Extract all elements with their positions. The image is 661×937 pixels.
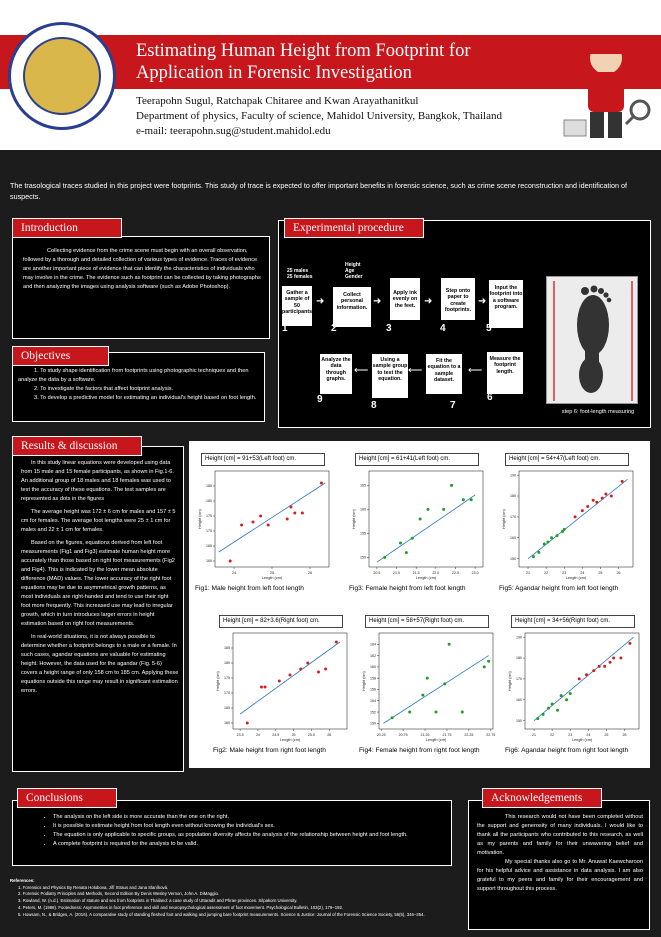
data-point (405, 551, 408, 554)
x-tick-label: 20.75 (398, 733, 408, 737)
data-point (246, 722, 249, 725)
university-logo (8, 22, 116, 130)
data-point (462, 498, 465, 501)
figure-equation: Height [cm] = 61+41(Left foot) cm. (355, 453, 479, 466)
y-tick-label: 150 (370, 721, 376, 726)
x-tick-label: 26 (327, 733, 332, 737)
data-point (565, 698, 568, 701)
data-point (317, 671, 320, 674)
plot-frame (379, 633, 493, 729)
figure-caption: Fig6: Agandar height from right foot length (505, 747, 629, 754)
x-tick-label: 22.25 (464, 733, 474, 737)
conclusion-item: • A complete footprint is required for the analysis to be valid. (53, 840, 443, 849)
x-tick-label: 25 (598, 571, 603, 575)
x-tick-label: 20.25 (376, 733, 386, 737)
figure-equation: Height [cm] = 58+57(Right foot) cm. (365, 615, 489, 628)
figure-equation: Height [cm] = 54+47(Left foot) cm. (505, 453, 629, 466)
data-point (391, 716, 394, 719)
y-axis-label: Height (cm) (216, 671, 220, 691)
title-line-1: Estimating Human Height from Footprint for (136, 41, 471, 61)
data-point (286, 518, 289, 521)
conclusions-panel (12, 800, 452, 866)
data-point (448, 643, 451, 646)
y-axis-label: Height (cm) (352, 509, 356, 529)
data-point (542, 713, 545, 716)
y-tick-label: 180 (516, 656, 522, 661)
arrow-left-icon: ⟵ (468, 365, 483, 376)
figure-equation: Height [cm] = 91+53(Left foot) cm. (201, 453, 325, 466)
acknowledgements-heading: Acknowledgements (482, 788, 602, 808)
y-tick-label: 150 (510, 556, 516, 561)
y-tick-label: 160 (370, 665, 376, 670)
x-tick-label: 22.0 (432, 571, 440, 575)
reference-item: 2. Forensic Podiatry Principles and Methods, Second Edition By Denis Wesley Vernon, John A. DiMaggio. (18, 891, 220, 897)
y-tick-label: 170 (516, 677, 522, 682)
x-tick-label: 23.5 (236, 733, 244, 737)
data-point (229, 560, 232, 563)
y-tick-label: 160 (224, 721, 230, 726)
x-tick-label: 23 (562, 571, 567, 575)
y-axis-label: Height (cm) (508, 671, 512, 691)
objective-item: 2. To investigate the factors that affect footprint analysis. (34, 386, 174, 392)
step-8: Using a sample group to test the equation. (372, 354, 408, 398)
scatter-chart (359, 611, 499, 745)
x-tick-label: 25 (291, 733, 296, 737)
data-point (556, 709, 559, 712)
data-point (604, 492, 607, 495)
y-tick-label: 156 (370, 687, 376, 692)
data-point (537, 551, 540, 554)
step-number: 2 (331, 323, 337, 334)
arrow-left-icon: ⟵ (354, 365, 369, 376)
x-tick-label: 22 (544, 571, 549, 575)
data-point (320, 482, 323, 485)
objectives-heading: Objectives (12, 346, 109, 366)
step-7: Fit the equation to a sample dataset. (426, 354, 462, 394)
y-tick-label: 152 (370, 710, 376, 715)
arrow-right-icon: ➜ (373, 296, 382, 307)
fit-line (528, 479, 628, 558)
arrow-left-icon: ⟵ (408, 365, 423, 376)
data-point (411, 537, 414, 540)
data-point (483, 665, 486, 668)
data-point (487, 660, 490, 663)
plot-frame (369, 471, 483, 567)
x-tick-label: 26 (622, 733, 627, 737)
plot-frame (215, 471, 329, 567)
data-point (260, 686, 263, 689)
data-point (421, 694, 424, 697)
x-tick-label: 23 (568, 733, 573, 737)
acknowledgements-panel (468, 800, 650, 930)
data-point (240, 524, 243, 527)
y-tick-label: 170 (510, 515, 516, 520)
step-number: 3 (386, 323, 392, 334)
figure-caption: Fig1: Male height from left foot length (195, 585, 304, 592)
data-point (586, 505, 589, 508)
y-axis-label: Height (cm) (502, 509, 506, 529)
y-tick-label: 162 (370, 653, 376, 658)
reference-item: 4. Peters, M. (1988). Footedness: Asymmetries in foot preference and skill and neuropsychological assessment of foot movement. Psychological Bulletin, 103(2), 179–192. (18, 904, 344, 910)
data-point (301, 512, 304, 515)
data-point (259, 515, 262, 518)
data-point (426, 677, 429, 680)
results-paragraph: Based on the figures, equations derived from left foot measurements (Fig1 and Fig3) estimate human height more accurately than those based on right foot measurements (Fig2 and Fig4). This is indicated by the lower mean absolute difference (MAD) values. The lower accuracy of the right foot equations may be due to asymmetrical growth patterns, as most individuals are right-handed and tend to use their right foot more frequently. This increased use may lead to irregular growth, which in turn introduces larger errors in height estimation based on right foot measurements. (21, 540, 175, 627)
step-number: 1 (282, 323, 288, 334)
reference-item: 3. Rowland, W. (n.d.). Estimation of stature and sex from footprints in Thailand: a case study of Uttaradit and Phrae provinces. Silpakorn University. (18, 898, 298, 904)
data-point (556, 534, 559, 537)
scatter-chart (349, 449, 489, 583)
results-heading: Results & discussion (12, 436, 142, 456)
data-point (563, 528, 566, 531)
data-point (592, 499, 595, 502)
figure-2 (213, 611, 353, 755)
poster-header (0, 0, 661, 150)
results-figures (189, 441, 650, 768)
y-tick-label: 180 (510, 494, 516, 499)
acknowledgement-paragraph: My special thanks also go to Mr. Anuwat Kaewcharoon for his helpful advice and assistance in data analysis. I am also grateful to my peers and family for their encouragement and support throughout this process. (477, 859, 643, 892)
y-tick-label: 165 (206, 544, 212, 549)
data-point (290, 506, 293, 509)
y-tick-label: 155 (360, 531, 366, 536)
procedure-heading: Experimental procedure (284, 218, 424, 238)
x-tick-label: 24 (586, 733, 591, 737)
data-point (612, 657, 615, 660)
references (10, 878, 470, 918)
figure-equation: Height [cm] = 82+3.6(Right foot) cm. (219, 615, 343, 628)
arrow-right-icon: ➜ (316, 296, 325, 307)
y-tick-label: 158 (370, 676, 376, 681)
data-point (252, 521, 255, 524)
sample-note: 25 males 25 females (287, 268, 313, 280)
y-tick-label: 160 (516, 697, 522, 702)
figure-caption: Fig5: Agandar height from left foot length (499, 585, 619, 592)
scatter-chart (499, 449, 639, 583)
data-point (621, 480, 624, 483)
data-point (619, 657, 622, 660)
step-1: Gather a sample of 50 participants (282, 286, 312, 326)
x-tick-label: 21 (526, 571, 531, 575)
data-point (543, 543, 546, 546)
conclusion-item: • The analysis on the left side is more accurate than the one on the right. (53, 813, 443, 822)
y-tick-label: 175 (206, 514, 212, 519)
title-line-2: Application in Forensic Investigation (136, 63, 412, 83)
y-tick-label: 165 (360, 483, 366, 488)
data-point (601, 497, 604, 500)
data-point (442, 508, 445, 511)
figure-6 (505, 611, 645, 755)
fit-line (219, 483, 325, 552)
introduction-text: Collecting evidence from the crime scene must begin with an overall observation, followed by a thorough and detailed collection of various types of evidence. Traces of evidence are another important piece of evidence that can identify the characteristics of individuals who may involve in the crime. The evidence such as footprint can be collected by taking photographs and then analyzing the images using analysis software (such as Adobe Photoshop). (23, 248, 261, 290)
x-tick-label: 21.0 (393, 571, 401, 575)
data-point (306, 662, 309, 665)
data-point (324, 668, 327, 671)
data-point (546, 540, 549, 543)
plot-frame (233, 633, 347, 729)
y-tick-label: 170 (224, 691, 230, 696)
acknowledgement-paragraph: This research would not have been completed without the support and generosity of many individuals. I would like to thank all the participants who contributed to this research, as well as my parents and family for their unwavering belief and motivation. (477, 814, 643, 856)
fit-line (377, 495, 475, 562)
y-tick-label: 175 (224, 676, 230, 681)
data-point (592, 669, 595, 672)
data-point (560, 694, 563, 697)
scatter-chart (213, 611, 353, 745)
step-number: 4 (440, 323, 446, 334)
scatter-chart (505, 611, 645, 745)
detective-illustration (556, 28, 656, 146)
poster-title (136, 40, 471, 84)
attribute-note: Height Age Gender (345, 262, 363, 280)
step-number: 9 (317, 394, 323, 405)
data-point (628, 642, 631, 645)
results-text-panel (12, 446, 184, 772)
data-point (595, 501, 598, 504)
y-tick-label: 180 (224, 661, 230, 666)
x-axis-label: Length (cm) (571, 738, 593, 742)
y-tick-label: 160 (510, 535, 516, 540)
data-point (532, 555, 535, 558)
scatter-chart (195, 449, 335, 583)
step-number: 5 (486, 323, 492, 334)
authors: Teerapohn Sugul, Ratchapak Chitaree and Kwan Arayathanitkul (136, 95, 419, 107)
y-tick-label: 160 (360, 507, 366, 512)
data-point (399, 542, 402, 545)
step-6: Measure the footprint length. (487, 352, 523, 394)
x-tick-label: 24 (580, 571, 585, 575)
y-tick-label: 180 (206, 499, 212, 504)
x-tick-label: 24 (232, 571, 236, 575)
y-tick-label: 154 (370, 698, 376, 703)
y-tick-label: 160 (206, 559, 212, 564)
step-number: 7 (450, 400, 456, 411)
step-3: Apply ink evenly on the feet. (390, 278, 420, 320)
y-axis-label: Height (cm) (198, 509, 202, 529)
affiliation: Department of physics, Faculty of science, Mahidol University, Bangkok, Thailand (136, 110, 502, 122)
data-point (450, 484, 453, 487)
figure-caption: Fig4: Female height from right foot length (359, 747, 480, 754)
x-axis-label: Length (cm) (261, 576, 283, 580)
data-point (550, 536, 553, 539)
fit-line (240, 642, 340, 714)
data-point (267, 524, 270, 527)
data-point (569, 692, 572, 695)
x-tick-label: 21.25 (420, 733, 430, 737)
author-block (136, 94, 502, 139)
y-tick-label: 185 (206, 484, 212, 489)
x-axis-label: Length (cm) (565, 576, 587, 580)
email: e-mail: teerapohn.sug@student.mahidol.edu (136, 125, 331, 137)
y-tick-label: 170 (206, 529, 212, 534)
x-tick-label: 22 (550, 733, 555, 737)
data-point (289, 674, 292, 677)
data-point (299, 668, 302, 671)
data-point (470, 498, 473, 501)
data-point (536, 717, 539, 720)
x-tick-label: 26 (616, 571, 621, 575)
data-point (426, 508, 429, 511)
objective-item: 1. To study shape identification from footprints using photographic techniques and then analyze the data by a software. (18, 368, 249, 383)
data-point (264, 686, 267, 689)
x-tick-label: 22.75 (486, 733, 496, 737)
y-tick-label: 190 (516, 635, 522, 640)
x-tick-label: 25.5 (307, 733, 315, 737)
x-tick-label: 20.5 (373, 571, 381, 575)
x-tick-label: 21 (532, 733, 537, 737)
step-4: Step onto paper to create footprints. (441, 278, 475, 320)
step-9: Analyze the data through graphs. (320, 354, 352, 394)
x-tick-label: 21.75 (442, 733, 452, 737)
step-5: Input the footprint into a software program. (489, 280, 523, 328)
x-tick-label: 22.5 (451, 571, 459, 575)
results-paragraph: In this study linear equations were developed using data from 15 male and 15 female participants, as shown in Fig.1-6. An additional group of 18 males and 18 females was used to test the accuracy of these equations. The test samples are represented as dots in the figures (21, 460, 174, 502)
conclusion-item: • The equation is only applicable to specific groups, as population diversity affects the analysis of the relationship between height and foot length. (53, 831, 443, 840)
lead-statement: The trasological traces studied in this project were footprints. This study of trace is expected to offer important benefits in forensic science, such as crime scene reconstruction and identification of suspects. (10, 181, 627, 201)
figure-4 (359, 611, 499, 755)
x-tick-label: 24 (255, 733, 260, 737)
x-tick-label: 23.0 (471, 571, 479, 575)
data-point (419, 518, 422, 521)
x-tick-label: 24.5 (272, 733, 280, 737)
data-point (574, 515, 577, 518)
x-tick-label: 25 (270, 571, 274, 575)
y-tick-label: 150 (516, 718, 522, 723)
data-point (461, 711, 464, 714)
introduction-panel (12, 236, 270, 339)
data-point (335, 641, 338, 644)
data-point (383, 556, 386, 559)
objective-item: 3. To develop a predictive model for estimating an individual's height based on foot length. (34, 395, 257, 401)
photo-caption: step 6: foot-length measuring (561, 409, 635, 415)
data-point (609, 661, 612, 664)
arrow-right-icon: ➜ (424, 296, 433, 307)
data-point (443, 682, 446, 685)
data-point (581, 509, 584, 512)
y-tick-label: 164 (370, 642, 376, 647)
data-point (610, 495, 613, 498)
step-number: 6 (487, 392, 493, 403)
x-tick-label: 26 (308, 571, 312, 575)
reference-item: 1. Forensics and Physics By Renata Holubova, Jiří Straus and Jana Slaníková. (18, 884, 169, 890)
footprint-photo (546, 276, 638, 404)
figure-1 (195, 449, 335, 593)
x-axis-label: Length (cm) (279, 738, 301, 742)
x-tick-label: 21.5 (412, 571, 420, 575)
y-tick-label: 150 (360, 555, 366, 560)
y-tick-label: 165 (224, 706, 230, 711)
results-paragraph: The average height was 172 ± 6 cm for males and 157 ± 5 cm for females. The average foot lengths were 25 ± 1 cm for males and 22 ± 1 cm for females. (21, 509, 176, 533)
figure-equation: Height [cm] = 34+56(Right foot) cm. (511, 615, 635, 628)
figure-3 (349, 449, 489, 593)
y-tick-label: 185 (224, 646, 230, 651)
x-axis-label: Length (cm) (415, 576, 437, 580)
data-point (603, 665, 606, 668)
data-point (278, 680, 281, 683)
data-point (598, 665, 601, 668)
data-point (551, 702, 554, 705)
step-number: 8 (371, 400, 377, 411)
arrow-right-icon: ➜ (478, 296, 487, 307)
introduction-heading: Introduction (12, 218, 122, 238)
y-tick-label: 190 (510, 473, 516, 478)
references-heading: References: (10, 878, 35, 883)
results-paragraph: In real-world situations, it is not always possible to determine whether a footprint belongs to a male or a female. In such cases, agandar equations are valuable for estimating height. However, the data used for the agandar (Fig. 5-6) covers a height range of only 158 cm to 185 cm. Applying these equations outside this range may result in significant estimation errors. (21, 634, 179, 694)
reference-item: 5. Howsam, N., & Bridges, A. (2016). A comparative study of standing fleshed foot and walking and jumping bare footprint measurements. Science & Justice: Journal of the Forensic Science Society, 56(5), 346–354. (18, 911, 425, 917)
figure-5 (499, 449, 639, 593)
data-point (435, 711, 438, 714)
x-tick-label: 25 (604, 733, 609, 737)
data-point (578, 677, 581, 680)
conclusion-item: • It is possible to estimate height from foot length even without knowing the individual's sex. (53, 822, 443, 831)
conclusions-heading: Conclusions (17, 788, 117, 808)
figure-caption: Fig3: Female height from left foot length (349, 585, 466, 592)
step-2: Collect personal information. (333, 287, 371, 327)
x-axis-label: Length (cm) (425, 738, 447, 742)
data-point (293, 512, 296, 515)
data-point (408, 711, 411, 714)
footprint-icon (547, 277, 639, 405)
data-point (585, 673, 588, 676)
y-axis-label: Height (cm) (362, 671, 366, 691)
figure-caption: Fig2: Male height from right foot length (213, 747, 326, 754)
data-point (547, 707, 550, 710)
